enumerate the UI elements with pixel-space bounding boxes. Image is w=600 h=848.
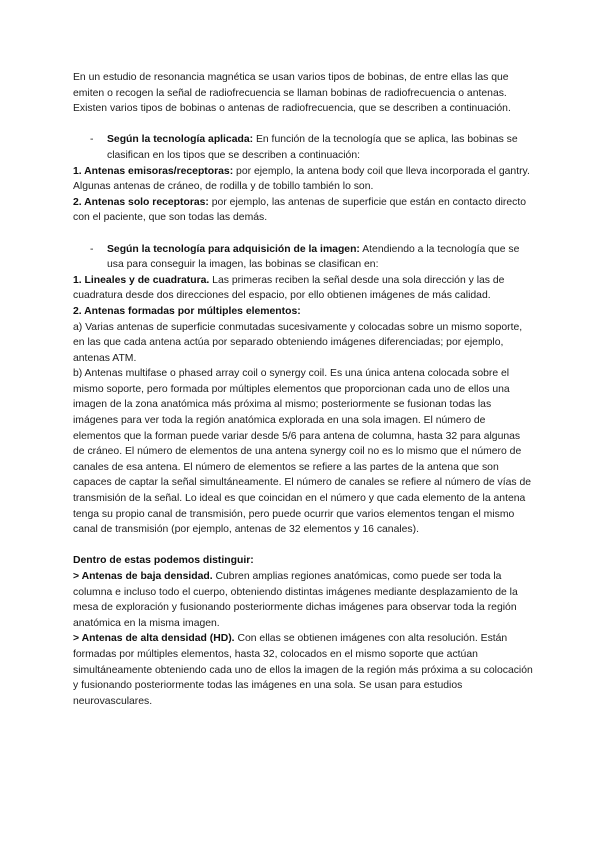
item-text: por ejemplo, la antena body coil que lleva incorporada el gantry. Algunas antenas de cráneo, de rodilla y de tobillo también lo son. [73,165,530,193]
list-item [73,164,533,195]
item-title: 1. Lineales y de cuadratura. [73,274,210,286]
intro-paragraph: En un estudio de resonancia magnética se usan varios tipos de bobinas, de entre ellas las que emiten o recogen la señal de radiofrecuencia se llaman bobinas de radiofrecuencia o antenas. Existen varios tipos de bobinas o antenas de radiofrecuencia, que se describen a continuación. [73,72,511,115]
item-text: Las primeras reciben la señal desde una sola dirección y las de cuadratura desde dos direcciones del espacio, por ello obtienen imágenes de más calidad. [73,274,505,302]
item-title: 1. Antenas emisoras/receptoras: [73,165,234,177]
section-technology-applied [73,132,533,163]
list-item [73,273,533,304]
item-title: 2. Antenas formadas por múltiples elementos: [73,305,301,317]
subsection-heading: Dentro de estas podemos distinguir: [73,555,254,567]
list-item [73,304,533,320]
item-title: 2. Antenas solo receptoras: [73,196,209,208]
section-text: En función de la tecnología que se aplica, las bobinas se clasifican en los tipos que se describen a continuación: [107,134,518,161]
item-text: por ejemplo, las antenas de superficie que están en contacto directo con el paciente, que son todas las demás. [73,196,527,224]
bullet-dash: - [90,134,94,146]
document-body [73,70,533,709]
section-heading: Según la tecnología para adquisición de la imagen: [107,243,360,255]
high-density-item [73,631,533,709]
list-item [73,195,533,226]
section-heading: Según la tecnología aplicada: [107,134,254,146]
bullet-dash: - [90,243,94,255]
item-title: > Antenas de baja densidad. [73,571,213,582]
item-title: > Antenas de alta densidad (HD). [73,633,235,645]
item-text: Cubren amplias regiones anatómicas, como puede ser toda la columna e incluso todo el cuerpo, obteniendo distintas imágenes mediante desplazamiento de la mesa de exploración y fusionando posteriormente dichas imágenes para observar toda la región anatómica en la misma imagen. [73,571,518,629]
sub-item-a: a) Varias antenas de superficie conmutadas sucesivamente y colocadas sobre un mismo soporte, en las que cada antena actúa por separado obteniendo imágenes diferenciadas; por ejemplo, antenas ATM. [73,321,523,364]
section-text: Atendiendo a la tecnología que se usa para conseguir la imagen, las bobinas se clasifican en: [107,243,520,271]
item-text: Con ellas se obtienen imágenes con alta resolución. Están formadas por múltiples elementos, hasta 32, colocados en el mismo soporte que actúan simultáneamente obteniendo cada uno de ellos la imagen de la región más próxima a su colocación y fusionando posteriormente todas las imágenes en una sola. Se usan para estudios neurovasculares. [73,633,533,707]
sub-item-b: b) Antenas multifase o phased array coil o synergy coil. Es una única antena colocada sobre el mismo soporte, pero formada por múltiples elementos que proporcionan cada uno de ellos una imagen de la zona anatómica más próxima al mismo; posteriormente se fusionan todas las imágenes para ver toda la región anatómica explorada en una sola imagen. El número de elementos que la forman puede variar desde 5/6 para antena de columna, hasta 32 para algunas de cráneo. El número de elementos de una antena synergy coil no es lo mismo que el número de canales de esa antena. El número de elementos se refiere a las partes de la antena que son capaces de captar la señal simultáneamente. El número de canales se refiere al número de vías de transmisión de la señal. Lo ideal es que coincidan en el número y que cada elemento de la antena tenga su propio canal de transmisión, pero puede ocurrir que varios elementos tengan el mismo canal de transmisión (por ejemplo, antenas de 32 elementos y 16 canales). [73,368,532,536]
section-image-acquisition [73,242,533,273]
low-density-item [73,569,533,631]
